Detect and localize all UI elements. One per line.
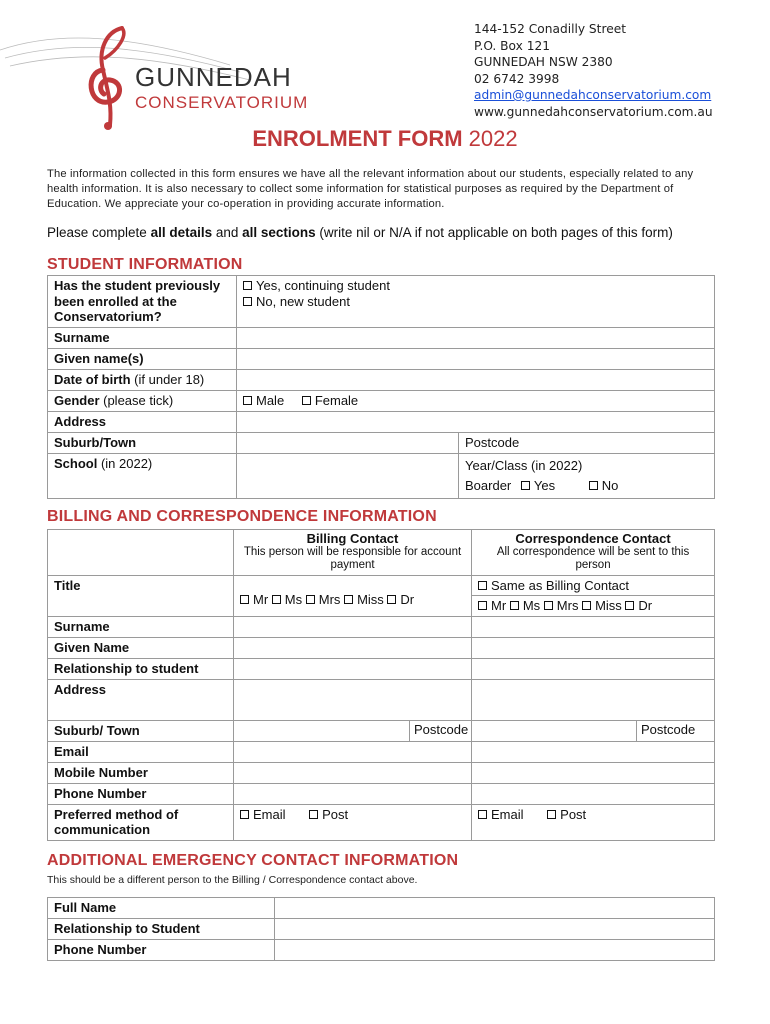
corr-post-option[interactable] xyxy=(547,807,586,822)
miss-label: Miss xyxy=(357,591,384,607)
post-option-label: Post xyxy=(560,806,587,822)
billing-surname-field[interactable] xyxy=(234,616,472,637)
preferred-method-label: Preferred method of communication xyxy=(48,804,234,840)
address-line: P.O. Box 121 xyxy=(474,38,550,53)
checkbox-icon[interactable] xyxy=(243,281,252,290)
dob-note: (if under 18) xyxy=(130,371,205,387)
corr-suburb-field[interactable] xyxy=(472,720,637,741)
checkbox-icon[interactable] xyxy=(272,595,281,604)
instructions-text: (write nil or N/A if not applicable on both pages of this form) xyxy=(315,225,673,240)
address-field[interactable] xyxy=(237,411,715,432)
same-as-billing-label: Same as Billing Contact xyxy=(491,577,630,593)
emergency-relationship-field[interactable] xyxy=(275,919,715,940)
corr-given-field[interactable] xyxy=(472,637,715,658)
treble-clef-icon xyxy=(91,28,124,130)
emergency-note: This should be a different person to the Billing / Correspondence contact above. xyxy=(47,874,418,886)
miss-label: Miss xyxy=(595,597,622,613)
checkbox-icon[interactable] xyxy=(309,810,318,819)
billing-email-field[interactable] xyxy=(234,741,472,762)
postcode-field[interactable] xyxy=(459,432,715,453)
instructions xyxy=(47,225,673,240)
surname-field[interactable] xyxy=(237,327,715,348)
checkbox-icon[interactable] xyxy=(243,297,252,306)
continuing-option[interactable] xyxy=(243,278,708,294)
postcode-label: Postcode xyxy=(414,721,469,737)
boarder-yes-label: Yes xyxy=(533,477,556,493)
suburb-field[interactable] xyxy=(237,432,459,453)
form-title-main: ENROLMENT FORM xyxy=(252,126,463,151)
yearclass-label: Year/Class (in 2022) xyxy=(465,457,583,473)
postcode-label: Postcode xyxy=(465,434,520,450)
checkbox-icon[interactable] xyxy=(589,481,598,490)
post-option-label: Post xyxy=(322,806,349,822)
email-option-label: Email xyxy=(253,806,286,822)
dr-label: Dr xyxy=(400,591,415,607)
logo-name: GUNNEDAH xyxy=(135,62,292,92)
billing-phone-field[interactable] xyxy=(234,783,472,804)
billing-table xyxy=(47,529,715,841)
billing-given-field[interactable] xyxy=(234,637,472,658)
billing-email-option[interactable] xyxy=(240,807,286,822)
postcode-label: Postcode xyxy=(641,721,696,737)
checkbox-icon[interactable] xyxy=(510,601,519,610)
checkbox-icon[interactable] xyxy=(387,595,396,604)
emergency-phone-label: Phone Number xyxy=(48,940,275,961)
ms-label: Ms xyxy=(522,597,541,613)
checkbox-icon[interactable] xyxy=(243,396,252,405)
title-label: Title xyxy=(48,575,234,616)
previous-enrolment-label: Has the student previously been enrolled at the Conservatorium? xyxy=(48,276,237,328)
corr-email-option[interactable] xyxy=(478,807,524,822)
billing-relationship-label: Relationship to student xyxy=(48,658,234,679)
billing-given-label: Given Name xyxy=(48,637,234,658)
checkbox-icon[interactable] xyxy=(302,396,311,405)
dob-label xyxy=(48,369,237,390)
address-line: GUNNEDAH NSW 2380 xyxy=(474,55,613,69)
checkbox-icon[interactable] xyxy=(478,601,487,610)
school-label xyxy=(48,453,237,498)
checkbox-icon[interactable] xyxy=(582,601,591,610)
billing-contact-title: Billing Contact xyxy=(306,531,399,546)
suburb-label: Suburb/Town xyxy=(48,432,237,453)
instructions-text: and xyxy=(212,225,243,240)
email-option-label: Email xyxy=(491,806,524,822)
male-label: Male xyxy=(256,392,285,408)
billing-relationship-field[interactable] xyxy=(234,658,472,679)
new-label: No, new student xyxy=(256,294,350,309)
checkbox-icon[interactable] xyxy=(240,810,249,819)
email-link[interactable]: admin@gunnedahconservatorium.com xyxy=(474,88,712,102)
billing-surname-label: Surname xyxy=(48,616,234,637)
gender-label xyxy=(48,390,237,411)
new-option[interactable] xyxy=(243,294,708,310)
emergency-fullname-field[interactable] xyxy=(275,898,715,919)
checkbox-icon[interactable] xyxy=(478,581,487,590)
boarder-yes-option[interactable] xyxy=(521,478,555,493)
instructions-bold: all details xyxy=(150,225,213,240)
dr-label: Dr xyxy=(638,597,653,613)
dob-label-text: Date of birth xyxy=(54,371,131,387)
corr-postcode-field[interactable] xyxy=(637,720,715,741)
emergency-fullname-label: Full Name xyxy=(48,898,275,919)
given-name-label: Given name(s) xyxy=(48,348,237,369)
school-field[interactable] xyxy=(237,453,459,498)
corr-contact-title: Correspondence Contact xyxy=(515,531,671,546)
school-label-text: School xyxy=(54,455,98,471)
checkbox-icon[interactable] xyxy=(478,810,487,819)
billing-corner-cell xyxy=(48,530,234,576)
mr-label: Mr xyxy=(253,591,269,607)
same-as-billing-option[interactable] xyxy=(472,576,714,596)
student-section-heading: STUDENT INFORMATION xyxy=(47,256,243,273)
gender-label-text: Gender xyxy=(54,392,100,408)
corr-address-field[interactable] xyxy=(472,679,715,720)
checkbox-icon[interactable] xyxy=(240,595,249,604)
billing-email-label: Email xyxy=(48,741,234,762)
male-option[interactable] xyxy=(243,393,284,408)
school-note: (in 2022) xyxy=(97,455,153,471)
emergency-phone-field[interactable] xyxy=(275,940,715,961)
corr-email-field[interactable] xyxy=(472,741,715,762)
female-label: Female xyxy=(314,392,359,408)
address-label: Address xyxy=(48,411,237,432)
checkbox-icon[interactable] xyxy=(547,810,556,819)
corr-contact-note: All correspondence will be sent to this person xyxy=(496,545,690,571)
corr-mobile-field[interactable] xyxy=(472,762,715,783)
website-text: www.gunnedahconservatorium.com.au xyxy=(474,104,713,119)
corr-title-options xyxy=(472,575,715,616)
billing-mobile-field[interactable] xyxy=(234,762,472,783)
billing-address-field[interactable] xyxy=(234,679,472,720)
emergency-table xyxy=(47,897,715,961)
mrs-label: Mrs xyxy=(318,591,341,607)
billing-suburb-label: Suburb/ Town xyxy=(48,720,234,741)
dob-field[interactable] xyxy=(237,369,715,390)
billing-post-option[interactable] xyxy=(309,807,348,822)
mr-label: Mr xyxy=(491,597,507,613)
contact-address xyxy=(474,21,713,120)
checkbox-icon[interactable] xyxy=(625,601,634,610)
corr-contact-header xyxy=(472,530,715,576)
billing-contact-note: This person will be responsible for account payment xyxy=(243,545,462,571)
form-title xyxy=(0,126,770,152)
boarder-row xyxy=(465,476,708,496)
billing-mobile-label: Mobile Number xyxy=(48,762,234,783)
billing-postcode-field[interactable] xyxy=(410,720,472,741)
ms-label: Ms xyxy=(284,591,303,607)
corr-phone-field[interactable] xyxy=(472,783,715,804)
checkbox-icon[interactable] xyxy=(544,601,553,610)
boarder-label: Boarder xyxy=(465,477,512,493)
checkbox-icon[interactable] xyxy=(521,481,530,490)
corr-surname-field[interactable] xyxy=(472,616,715,637)
previous-enrolment-options xyxy=(237,276,715,328)
checkbox-icon[interactable] xyxy=(344,595,353,604)
billing-section-heading: BILLING AND CORRESPONDENCE INFORMATION xyxy=(47,508,437,525)
student-table xyxy=(47,275,715,499)
surname-label: Surname xyxy=(48,327,237,348)
billing-phone-label: Phone Number xyxy=(48,783,234,804)
billing-contact-header xyxy=(234,530,472,576)
billing-preferred-options xyxy=(234,804,472,840)
continuing-label: Yes, continuing student xyxy=(256,278,390,293)
corr-relationship-field[interactable] xyxy=(472,658,715,679)
mrs-label: Mrs xyxy=(556,597,579,613)
form-title-year: 2022 xyxy=(462,126,518,151)
checkbox-icon[interactable] xyxy=(306,595,315,604)
boarder-no-label: No xyxy=(601,477,619,493)
billing-suburb-field[interactable] xyxy=(234,720,410,741)
instructions-text: Please complete xyxy=(47,225,151,240)
yearclass-field[interactable] xyxy=(459,453,715,498)
female-option[interactable] xyxy=(302,393,358,408)
logo-subname: CONSERVATORIUM xyxy=(135,93,309,112)
instructions-bold: all sections xyxy=(242,225,316,240)
billing-address-label: Address xyxy=(48,679,234,720)
gender-note: (please tick) xyxy=(99,392,174,408)
boarder-no-option[interactable] xyxy=(589,478,619,493)
billing-title-options xyxy=(234,575,472,616)
corr-preferred-options xyxy=(472,804,715,840)
gender-options xyxy=(237,390,715,411)
corr-title-row xyxy=(472,596,714,615)
emergency-relationship-label: Relationship to Student xyxy=(48,919,275,940)
emergency-section-heading: ADDITIONAL EMERGENCY CONTACT INFORMATION xyxy=(47,852,459,869)
phone-line: 02 6742 3998 xyxy=(474,71,560,86)
address-line: 144-152 Conadilly Street xyxy=(474,22,626,36)
given-name-field[interactable] xyxy=(237,348,715,369)
intro-paragraph: The information collected in this form ensures we have all the relevant information about our students, especially related to any health information. It is also necessary to collect some information for statistical purposes as required by the Department of Education. We appreciate your co-operation in providing accurate information. xyxy=(47,168,694,210)
